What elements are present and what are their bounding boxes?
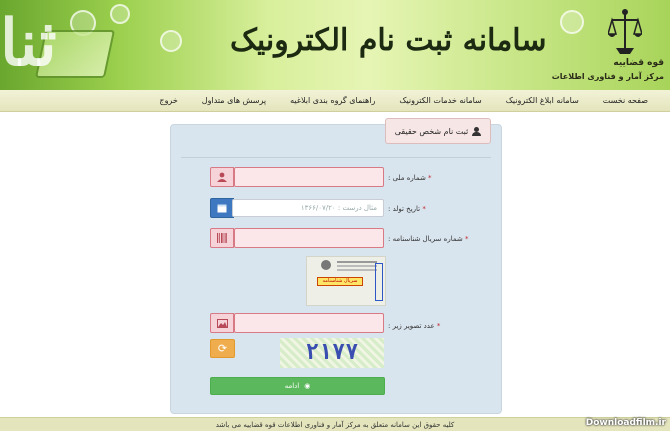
site-header [0,0,670,90]
serial-guide-image [306,256,386,306]
national-code-addon [210,167,234,187]
birth-date-label: * تاریخ تولد : [388,205,426,213]
tab-natural-person[interactable] [385,118,491,144]
serial-hint: سریال شناسنامه [317,277,363,286]
seal-icon [321,260,331,270]
birth-date-input[interactable]: مثال درست : ۱۳۶۶/۰۷/۲۰ [232,199,384,217]
picture-icon [217,319,228,328]
national-code-input[interactable] [234,167,384,187]
eye-icon: ◉ [304,382,311,390]
captcha-image: ۲۱۷۷ [280,338,384,368]
nav-e-notification[interactable]: سامانه ابلاغ الکترونیک [505,96,579,105]
panel-divider [181,157,491,158]
serial-label: * شماره سریال شناسنامه : [388,235,469,243]
decor-circle [560,10,584,34]
text-lines [337,261,377,263]
judiciary-emblem-icon [608,8,642,60]
tab-label: ثبت نام شخص حقیقی [394,126,469,136]
barcode-icon [217,233,228,243]
captcha-addon [210,313,234,333]
nav-logout[interactable]: خروج [159,96,178,105]
user-icon [472,127,481,136]
serial-addon [210,228,234,248]
user-icon [217,172,227,182]
captcha-label: * عدد تصویر زیر : [388,322,441,330]
site-title: سامانه ثبت نام الکترونیک [230,23,547,58]
decor-circle [160,30,182,52]
footer-copyright: کلیه حقوق این سامانه متعلق به مرکز آمار و فناوری اطلاعات قوه قضاییه می باشد [0,417,670,431]
nav-home[interactable]: صفحه نخست [602,96,648,105]
continue-label: ادامه [284,382,300,390]
watermark: Downloadfilm.ir [585,418,666,428]
calendar-icon [217,203,227,213]
continue-button[interactable] [210,377,385,395]
decor-circle [110,4,130,24]
nav-e-services[interactable]: سامانه خدمات الکترونیک [399,96,482,105]
nav-grouping-guide[interactable]: راهنمای گروه بندی ابلاغیه [290,96,376,105]
serial-input[interactable] [234,228,384,248]
judiciary-label: قوه قضاییه [613,58,664,68]
refresh-captcha-button[interactable] [210,339,235,358]
center-name-label: مرکز آمار و فناوری اطلاعات [551,72,664,81]
birth-date-addon[interactable] [210,198,234,218]
sana-logo-text: ثنا [0,6,57,81]
captcha-input[interactable] [234,313,384,333]
refresh-icon: ⟳ [217,342,228,355]
serial-highlight-box [375,263,383,301]
main-navbar [0,90,670,112]
national-code-label: * شماره ملی : [388,174,432,182]
nav-faq[interactable]: پرسش های متداول [201,96,267,105]
